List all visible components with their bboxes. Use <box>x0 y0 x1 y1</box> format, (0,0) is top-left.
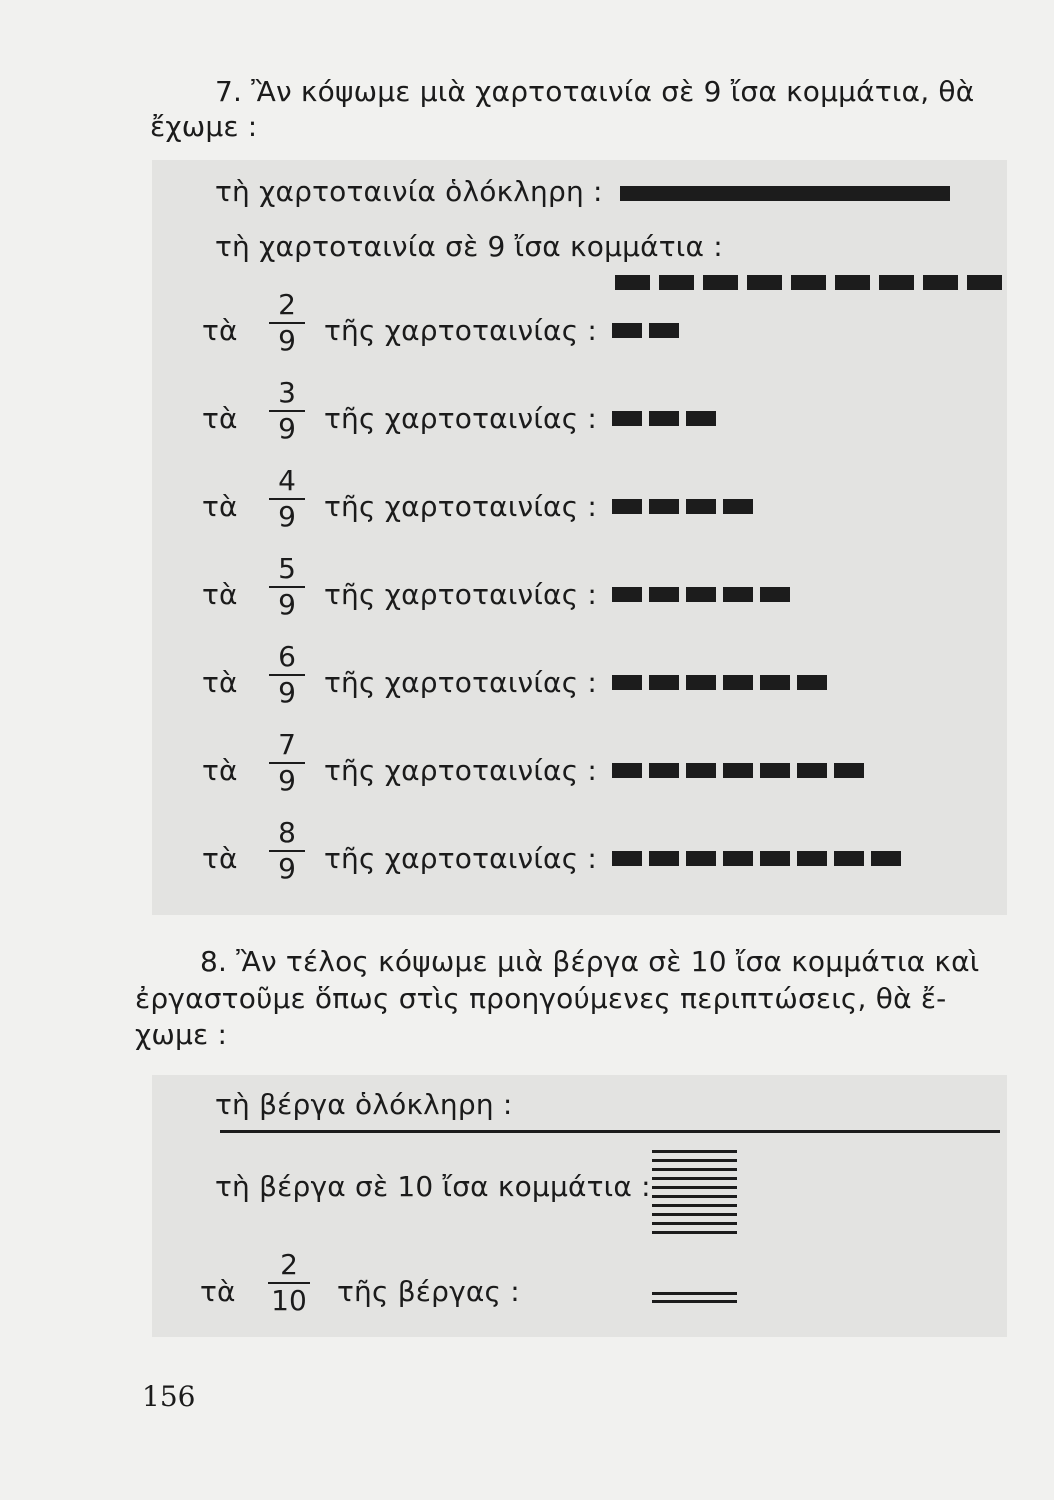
fraction-piece <box>686 587 716 602</box>
fraction-piece <box>686 499 716 514</box>
fraction-numerator: 8 <box>278 816 296 849</box>
fraction-piece <box>797 851 827 866</box>
fraction-piece <box>612 675 642 690</box>
rod-fraction-pieces <box>652 1292 737 1306</box>
rod-piece <box>652 1213 737 1216</box>
fraction-piece <box>686 411 716 426</box>
fraction-numerator: 2 <box>278 288 296 321</box>
pieces-strip-label: τὴ χαρτοταινία σὲ 9 ἴσα κομμάτια : <box>215 230 723 263</box>
fraction-piece <box>760 851 790 866</box>
fraction <box>265 642 309 708</box>
fraction-row <box>152 378 1002 458</box>
fraction-piece <box>686 851 716 866</box>
rod-in-10-pieces <box>652 1150 737 1240</box>
fraction-piece <box>797 763 827 778</box>
pieces-rod-label: τὴ βέργα σὲ 10 ἴσα κομμάτια : <box>215 1170 651 1203</box>
fraction-piece <box>760 587 790 602</box>
fraction <box>265 466 309 532</box>
fraction-row-suffix: τῆς χαρτοταινίας : <box>324 754 598 787</box>
rod-piece <box>652 1159 737 1162</box>
rod-fraction-denominator: 10 <box>271 1284 307 1317</box>
fraction-row <box>152 642 1002 722</box>
fraction-piece <box>612 763 642 778</box>
rod-piece <box>652 1168 737 1171</box>
rod-piece <box>652 1204 737 1207</box>
section-7-figure-box <box>152 160 1007 915</box>
fraction <box>265 730 309 796</box>
fraction-piece <box>723 499 753 514</box>
fraction-row-prefix: τὰ <box>202 490 238 523</box>
fraction-denominator: 9 <box>278 852 296 885</box>
fraction-denominator: 9 <box>278 324 296 357</box>
rod-fraction-suffix: τῆς βέργας : <box>337 1275 520 1308</box>
fraction-row-prefix: τὰ <box>202 314 238 347</box>
section-8-intro-line-3: χωμε : <box>135 1018 228 1051</box>
whole-rod-label: τὴ βέργα ὁλόκληρη : <box>215 1088 513 1121</box>
fraction-row <box>152 554 1002 634</box>
rod-fraction <box>264 1250 314 1316</box>
rod-piece <box>652 1195 737 1198</box>
fraction-denominator: 9 <box>278 764 296 797</box>
section-8-figure-box <box>152 1075 1007 1337</box>
fraction-piece <box>612 411 642 426</box>
fraction-piece <box>686 675 716 690</box>
strip-in-9-pieces <box>615 275 1005 290</box>
fraction-piece <box>612 851 642 866</box>
rod-piece <box>652 1231 737 1234</box>
fraction-row-prefix: τὰ <box>202 754 238 787</box>
fraction-piece <box>649 851 679 866</box>
whole-strip-label: τὴ χαρτοταινία ὁλόκληρη : <box>215 175 603 208</box>
fraction-numerator: 6 <box>278 640 296 673</box>
fraction-piece <box>797 675 827 690</box>
strip-piece <box>967 275 1002 290</box>
fraction-row <box>152 290 1002 370</box>
fraction-row-suffix: τῆς χαρτοταινίας : <box>324 842 598 875</box>
fraction-denominator: 9 <box>278 676 296 709</box>
fraction <box>265 554 309 620</box>
fraction-row-prefix: τὰ <box>202 666 238 699</box>
whole-strip <box>620 186 950 201</box>
fraction <box>265 818 309 884</box>
strip-piece <box>879 275 914 290</box>
strip-piece <box>703 275 738 290</box>
rod-fraction-piece <box>652 1292 737 1295</box>
fraction-piece <box>649 411 679 426</box>
fraction-piece <box>723 851 753 866</box>
rod-fraction-prefix: τὰ <box>200 1275 236 1308</box>
fraction-row-prefix: τὰ <box>202 402 238 435</box>
strip-piece <box>659 275 694 290</box>
fraction-piece <box>834 763 864 778</box>
fraction-numerator: 3 <box>278 376 296 409</box>
strip-piece <box>747 275 782 290</box>
fraction-piece <box>834 851 864 866</box>
section-7-intro-line-2: ἔχωμε : <box>150 110 258 143</box>
rod-fraction-numerator: 2 <box>280 1248 298 1281</box>
page-number: 156 <box>142 1380 196 1413</box>
fraction-piece <box>760 675 790 690</box>
fraction-piece <box>723 763 753 778</box>
section-8-intro-line-1: 8. Ἂν τέλος κόψωμε μιὰ βέργα σὲ 10 ἴσα κομμάτια καὶ <box>200 945 980 978</box>
fraction-piece <box>612 587 642 602</box>
fraction-row <box>152 818 1002 898</box>
fraction-piece <box>649 675 679 690</box>
fraction-piece <box>723 587 753 602</box>
fraction-denominator: 9 <box>278 588 296 621</box>
fraction-piece <box>612 323 642 338</box>
rod-piece <box>652 1150 737 1153</box>
fraction-piece <box>686 763 716 778</box>
fraction-numerator: 4 <box>278 464 296 497</box>
strip-piece <box>835 275 870 290</box>
fraction-piece <box>649 763 679 778</box>
fraction-row-suffix: τῆς χαρτοταινίας : <box>324 314 598 347</box>
rod-piece <box>652 1186 737 1189</box>
whole-rod <box>220 1130 1000 1133</box>
strip-piece <box>923 275 958 290</box>
section-8-intro-line-2: ἐργαστοῦμε ὅπως στὶς προηγούμενες περιπτώσεις, θὰ ἔ- <box>135 982 947 1015</box>
strip-piece <box>791 275 826 290</box>
fraction-row <box>152 730 1002 810</box>
rod-fraction-piece <box>652 1300 737 1303</box>
fraction-piece <box>871 851 901 866</box>
fraction-row-prefix: τὰ <box>202 842 238 875</box>
fraction-piece <box>649 323 679 338</box>
strip-piece <box>615 275 650 290</box>
fraction <box>265 290 309 356</box>
fraction-row-suffix: τῆς χαρτοταινίας : <box>324 578 598 611</box>
section-7-intro-line-1: 7. Ἂν κόψωμε μιὰ χαρτοταινία σὲ 9 ἴσα κομμάτια, θὰ <box>215 75 975 108</box>
fraction-row-prefix: τὰ <box>202 578 238 611</box>
rod-piece <box>652 1222 737 1225</box>
fraction-row-suffix: τῆς χαρτοταινίας : <box>324 402 598 435</box>
fraction-row <box>152 466 1002 546</box>
fraction-piece <box>723 675 753 690</box>
fraction-row-suffix: τῆς χαρτοταινίας : <box>324 666 598 699</box>
fraction-piece <box>760 763 790 778</box>
rod-piece <box>652 1177 737 1180</box>
fraction-row-suffix: τῆς χαρτοταινίας : <box>324 490 598 523</box>
fraction <box>265 378 309 444</box>
fraction-denominator: 9 <box>278 500 296 533</box>
fraction-denominator: 9 <box>278 412 296 445</box>
fraction-piece <box>649 499 679 514</box>
fraction-piece <box>612 499 642 514</box>
fraction-numerator: 5 <box>278 552 296 585</box>
fraction-numerator: 7 <box>278 728 296 761</box>
fraction-piece <box>649 587 679 602</box>
